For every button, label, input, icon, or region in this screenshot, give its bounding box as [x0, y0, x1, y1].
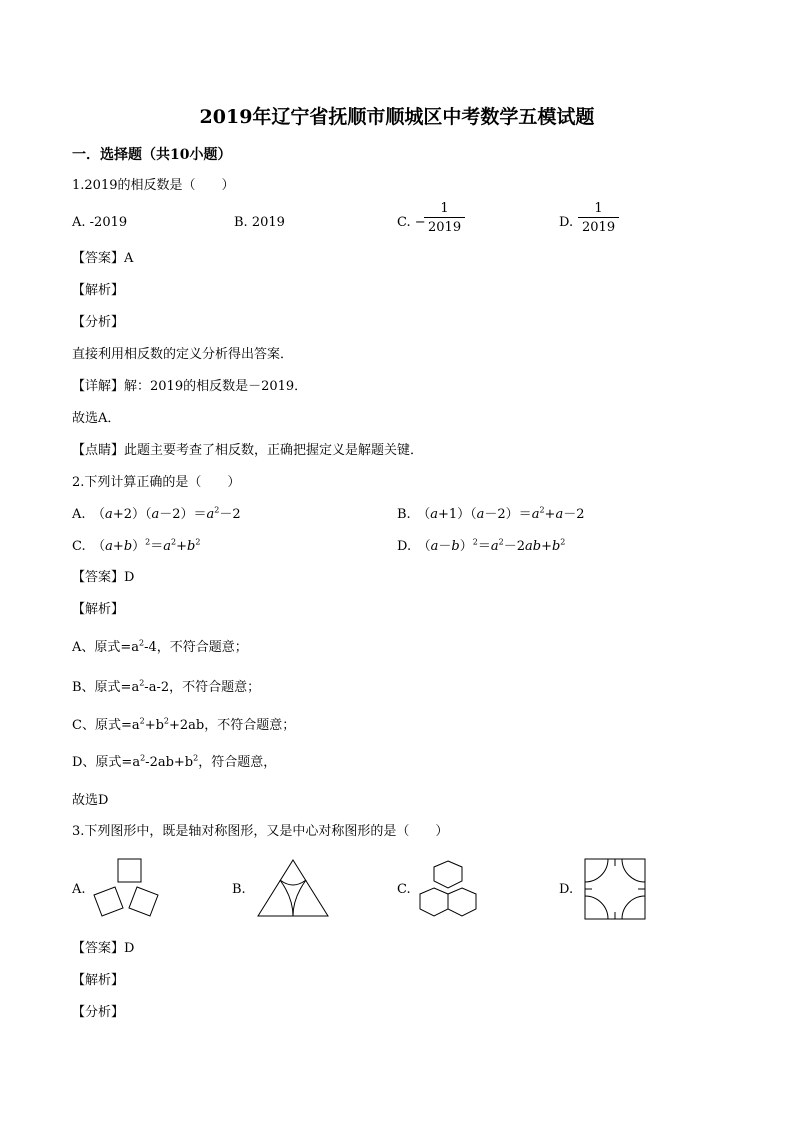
q2-choose: 故选D	[72, 793, 109, 808]
dianjing-tag: 【点睛】	[72, 443, 125, 458]
q2-explain-a: A、原式$=a^2-4$，不符合题意；	[72, 638, 248, 655]
q1-option-d-fraction	[578, 201, 619, 235]
q2-answer: 【答案】D	[72, 570, 135, 585]
q2-explain-b: B、原式$=a^2-a-2$，不符合题意；	[72, 678, 261, 695]
q3-figure-a-three-squares	[90, 857, 170, 919]
q1-option-a: A. -2019	[72, 215, 128, 230]
fraction-denominator: 2019	[582, 220, 616, 235]
q1-answer	[72, 251, 133, 267]
dianjing-text: 此题主要考查了相反数，正确把握定义是解题关键．	[124, 443, 424, 458]
detail-text: 解：2019的相反数是－2019．	[124, 379, 308, 394]
q2-jiexi-heading: 【解析】	[72, 602, 125, 617]
answer-tag: 【答案】	[72, 251, 125, 266]
q2-explain-c: C、原式$=a^2+b^2+2ab$，不符合题意；	[72, 716, 296, 733]
q1-option-c-label: C. −	[397, 215, 426, 230]
q3-jiexi-heading: 【解析】	[72, 973, 125, 988]
fraction-denominator: 2019	[428, 220, 462, 235]
q1-jiexi-heading: 【解析】	[72, 283, 125, 298]
q1-choose: 故选A．	[72, 411, 121, 426]
q1-detail	[72, 379, 307, 395]
q3-stem: 3.下列图形中，既是轴对称图形，又是中心对称图形的是（ ）	[72, 824, 449, 839]
q1-stem: 1.2019的相反数是（ ）	[72, 178, 235, 193]
q3-option-a-label: A.	[72, 882, 86, 897]
q1-option-d-label: D.	[559, 215, 574, 230]
answer-value: A	[124, 251, 134, 266]
q1-fenxi-heading: 【分析】	[72, 315, 125, 330]
section-heading: 一．选择题（共10小题）	[72, 147, 232, 163]
q3-figure-d-square-with-quarter-arcs	[584, 858, 646, 920]
q1-dianjing	[72, 443, 423, 459]
q2-stem: 2.下列计算正确的是（ ）	[72, 475, 241, 490]
q3-option-d-label: D.	[559, 882, 574, 897]
q3-fenxi-heading: 【分析】	[72, 1005, 125, 1020]
q1-option-b: B. 2019	[234, 215, 285, 230]
q3-option-b-label: B.	[232, 882, 246, 897]
detail-tag: 【详解】	[72, 379, 125, 394]
document-title: 2019年辽宁省抚顺市顺城区中考数学五模试题	[199, 106, 595, 128]
q1-fenxi-text: 直接利用相反数的定义分析得出答案．	[72, 347, 294, 362]
q3-answer: 【答案】D	[72, 941, 135, 956]
q3-figure-b-triangle-with-arcs	[256, 858, 330, 920]
q2-option-c: C. $(a+b)^2=a^2+b^2$	[72, 537, 201, 554]
q2-explain-d: D、原式$=a^2-2ab+b^2$，符合题意，	[72, 753, 277, 770]
q3-figure-c-three-hexagons	[415, 858, 481, 920]
fraction-numerator: 1	[440, 201, 449, 216]
q2-option-d: D. $(a-b)^2=a^2-2ab+b^2$	[397, 537, 566, 554]
q3-option-c-label: C.	[397, 882, 411, 897]
q2-option-a: A. $(a+2)(a-2)=a^2-2$	[72, 505, 241, 522]
q2-option-b: B. $(a+1)(a-2)=a^2+a-2$	[397, 505, 585, 522]
q1-option-c-fraction	[424, 201, 465, 235]
fraction-numerator: 1	[594, 201, 603, 216]
